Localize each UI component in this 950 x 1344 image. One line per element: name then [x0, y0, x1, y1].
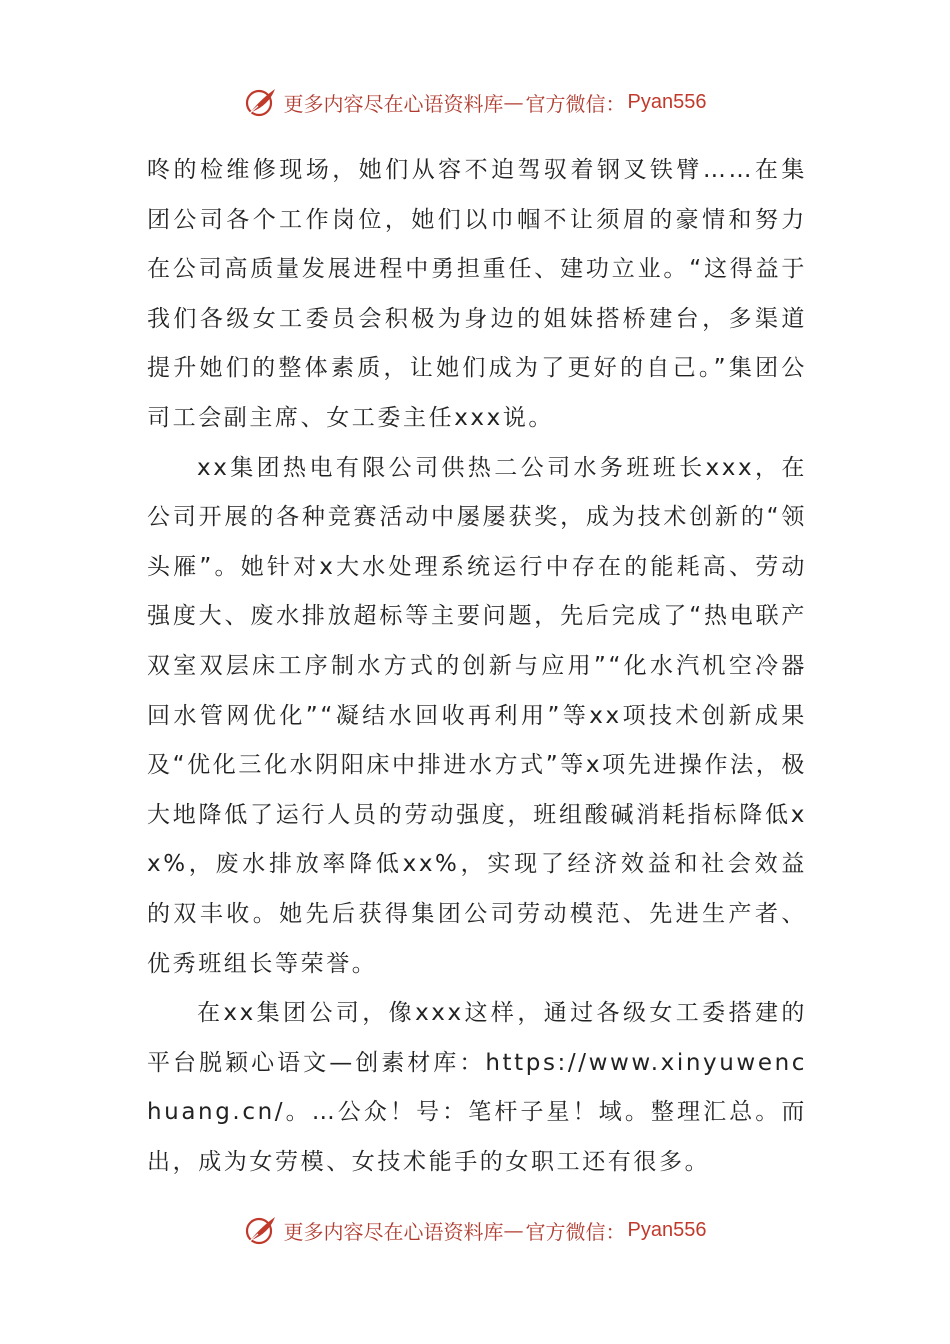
footer-dash: — [503, 1218, 524, 1242]
quill-logo-icon [244, 1213, 278, 1247]
article-body [147, 146, 807, 1187]
header-dash: — [503, 90, 524, 114]
paragraph-1: 咚的检维修现场，她们从容不迫驾驭着钢叉铁臂……在集团公司各个工作岗位，她们以巾帼不让须眉的豪情和努力在公司高质量发展进程中勇担重任、建功立业。“这得益于我们各级女工委员会积极为身边的姐妹搭桥建台，多渠道提升她们的整体素质，让她们成为了更好的自己。”集团公司工会副主席、女工委主任xxx说。 [147, 157, 807, 431]
header-wechat-id: Pyan556 [627, 90, 707, 113]
quill-logo-icon [244, 85, 278, 119]
header-site-text: 更多内容尽在心语资料库 [283, 91, 504, 116]
paragraph-2: xx集团热电有限公司供热二公司水务班班长xxx，在公司开展的各种竞赛活动中屡屡获奖，成为技术创新的“领头雁”。她针对x大水处理系统运行中存在的能耗高、劳动强度大、废水排放超标等主要问题，先后完成了“热电联产双室双层床工序制水方式的创新与应用”“化水汽机空冷器回水管网优化”“凝结水回收再利用”等xx项技术创新成果及“优化三化水阴阳床中排进水方式”等x项先进操作法，极大地降低了运行人员的劳动强度，班组酸碱消耗指标降低xx%，废水排放率降低xx%，实现了经济效益和社会效益的双丰收。她先后获得集团公司劳动模范、先进生产者、优秀班组长等荣誉。 [147, 454, 807, 977]
header-wechat-label: 官方微信： [525, 91, 626, 116]
footer-wechat-id: Pyan556 [627, 1218, 707, 1241]
header-banner[interactable] [0, 82, 950, 122]
footer-banner[interactable] [0, 1210, 950, 1250]
footer-site-text: 更多内容尽在心语资料库 [283, 1219, 504, 1244]
paragraph-3: 在xx集团公司，像xxx这样，通过各级女工委搭建的平台脱颖心语文—创素材库：https://www.xinyuwenchuang.cn/。…公众！号：笔杆子星！域。整理汇总。而出，成为女劳模、女技术能手的女职工还有很多。 [147, 1000, 807, 1175]
footer-wechat-label: 官方微信： [525, 1219, 626, 1244]
